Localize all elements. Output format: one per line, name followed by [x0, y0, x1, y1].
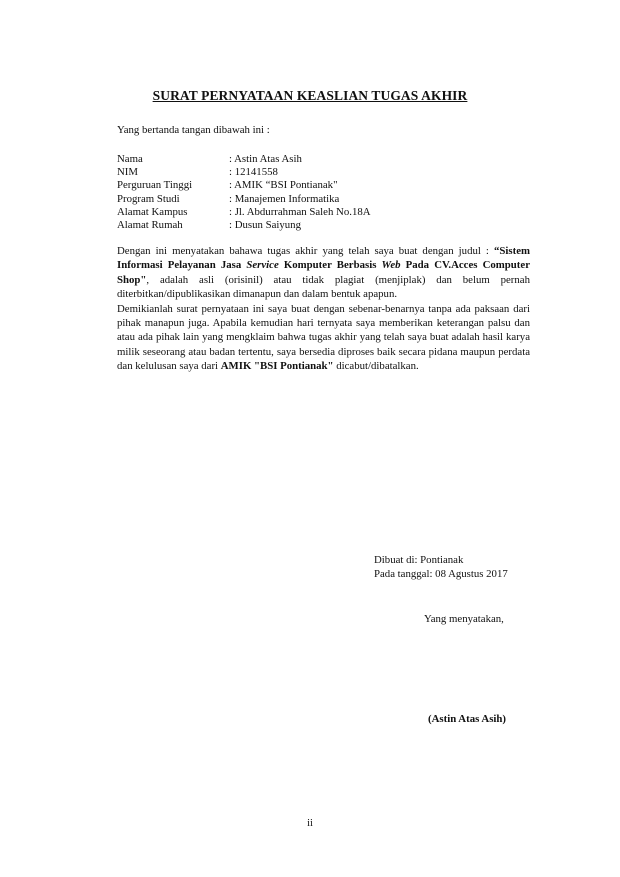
field-label: NIM	[117, 166, 138, 179]
document-title: SURAT PERNYATAAN KEASLIAN TUGAS AKHIR	[152, 88, 468, 103]
field-value: : AMIK “BSI Pontianak"	[229, 179, 338, 192]
field-row-program-studi	[117, 193, 371, 206]
field-row-perguruan-tinggi	[117, 179, 371, 192]
thesis-title-italic: Service	[246, 259, 279, 272]
field-value: : 12141558	[229, 166, 278, 179]
intro-text: Yang bertanda tangan dibawah ini :	[117, 124, 270, 136]
field-label: Program Studi	[117, 192, 180, 205]
thesis-title-part: Pada CV.Acces Computer Shop"	[117, 259, 530, 286]
field-value: : Jl. Abdurrahman Saleh No.18A	[229, 205, 371, 218]
thesis-title-italic: Web	[381, 259, 401, 272]
paragraph-tail: , adalah asli (orisinil) atau tidak plagiat (menjiplak) dan belum pernah diterbitkan/dipublikasikan dimanapun dan dalam bentuk apapun.	[117, 273, 530, 301]
signer-name: (Astin Atas Asih)	[428, 713, 506, 725]
field-row-alamat-kampus	[117, 206, 371, 219]
field-value: : Astin Atas Asih	[229, 153, 302, 165]
field-label: Alamat Kampus	[117, 205, 188, 218]
page-number: ii	[307, 818, 313, 829]
date-line: Pada tanggal: 08 Agustus 2017	[374, 568, 508, 581]
field-value: : Dusun Saiyung	[229, 219, 301, 232]
field-row-nim	[117, 166, 371, 179]
paragraph-tail: dicabut/dibatalkan.	[333, 360, 419, 373]
institution-name: AMIK "BSI Pontianak"	[220, 360, 334, 373]
place-line: Dibuat di: Pontianak	[374, 554, 464, 566]
field-label: Nama	[117, 153, 143, 165]
closing-line: Yang menyatakan,	[424, 613, 504, 625]
thesis-title-part: “Sistem Informasi Pelayanan Jasa	[117, 245, 530, 272]
paragraph-lead: Dengan ini menyatakan bahawa tugas akhir yang telah saya buat dengan judul :	[117, 245, 494, 257]
field-row-nama	[117, 153, 371, 166]
statement-paragraph-2	[117, 302, 530, 374]
place-date-block	[374, 553, 508, 581]
thesis-title-part: Komputer Berbasis	[278, 259, 382, 272]
paragraph-text: Demikianlah surat pernyataan ini saya buat dengan sebenar-benarnya tanpa ada paksaan dari pihak manapun juga. Apabila kemudian hari ternyata saya memberikan keterangan palsu dan atau ada pihak lain yang mengklaim bahwa tugas akhir yang telah saya buat adalah hasil karya milik seseorang atau badan tertentu, saya bersedia diproses baik secara pidana maupun perdata dan kelulusan saya dari	[117, 302, 530, 373]
statement-body	[117, 244, 530, 374]
field-label: Perguruan Tinggi	[117, 179, 193, 192]
statement-paragraph-1	[117, 244, 530, 302]
field-label: Alamat Rumah	[117, 219, 183, 232]
identity-fields	[117, 153, 371, 232]
field-row-alamat-rumah	[117, 219, 371, 232]
field-value: : Manajemen Informatika	[229, 192, 340, 205]
